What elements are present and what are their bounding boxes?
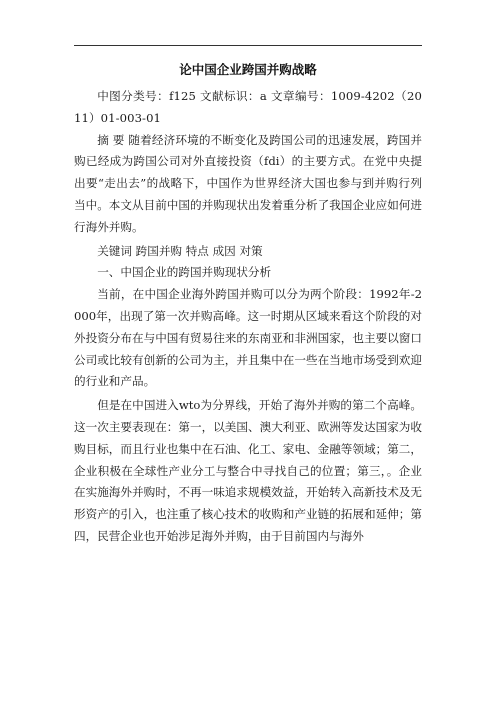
document-title: 论中国企业跨国并购战略 [179, 62, 317, 77]
section-heading: 一、中国企业的跨国并购现状分析 [97, 265, 272, 280]
body-paragraph: 当前，在中国企业海外跨国并购可以分为两个阶段：1992年-2000年，出现了第一次并购高峰。这一时期从区域来看这个阶段的对外投资分布在与中国有贸易往来的东南亚和非洲国家，也主要以窗口公司或比较有创新的公司为主，并且集中在一些在当地市场受到欢迎的行业和产品。 [74, 287, 422, 389]
keywords-paragraph: 关键词 跨国并购 特点 成因 对策 [97, 243, 263, 258]
abstract-paragraph: 摘 要 随着经济环境的不断变化及跨国公司的迅速发展，跨国并购已经成为跨国公司对外直接投资（fdi）的主要方式。在党中央提出要“走出去”的战略下，中国作为世界经济大国也参与到并购行列当中。本文从目前中国的并购现状出发着重分析了我国企业应如何进行海外并购。 [74, 132, 422, 234]
document-body [74, 52, 422, 548]
classification-line: 中图分类号：f125 文献标识：a 文章编号：1009-4202（2011）01-003-01 [74, 89, 422, 125]
header-rule [74, 45, 422, 46]
body-paragraph: 但是在中国进入wto为分界线，开始了海外并购的第二个高峰。这一次主要表现在：第一，以美国、澳大利亚、欧洲等发达国家为收购目标，而且行业也集中在石油、化工、家电、金融等领域；第二，企业积极在全球性产业分工与整合中寻找自己的位置；第三，。企业在实施海外并购时，不再一味追求规模效益，开始转入高新技术及无形资产的引入，也注重了核心技术的收购和产业链的拓展和延伸；第四，民营企业也开始涉足海外并购，由于目前国内与海外 [74, 398, 422, 543]
